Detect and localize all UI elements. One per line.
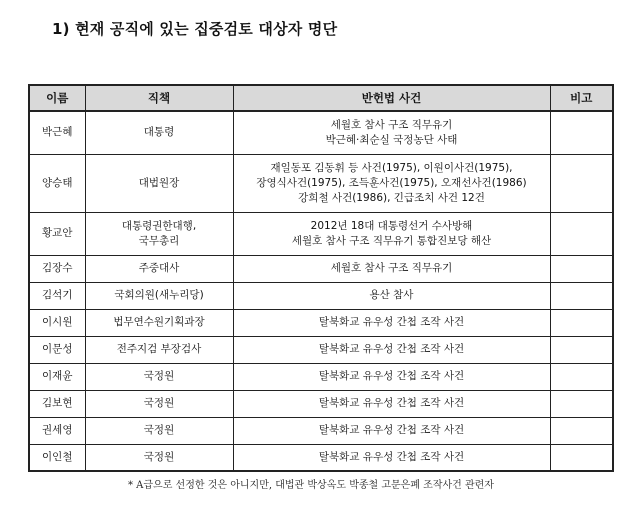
- cell-case: [233, 309, 550, 336]
- cell-name: 권세영: [29, 417, 85, 444]
- cell-note: [550, 212, 613, 255]
- header-case: 반헌법 사건: [233, 85, 550, 111]
- cell-name: 박근혜: [29, 111, 85, 154]
- table-row: [29, 417, 613, 444]
- header-position: 직책: [85, 85, 233, 111]
- cell-case: [233, 255, 550, 282]
- position-line: 국정원: [143, 397, 175, 409]
- case-line: 탈북화교 유우성 간첩 조작 사건: [318, 370, 465, 382]
- case-line: 재일동포 김동휘 등 사건(1975), 이원이사건(1975),: [270, 161, 513, 174]
- position-line: 법무연수원기획과장: [113, 316, 205, 328]
- position-line: 국무총리: [138, 234, 180, 247]
- cell-position: [85, 390, 233, 417]
- cell-position: [85, 363, 233, 390]
- case-line: 탈북화교 유우성 간첩 조작 사건: [318, 424, 465, 436]
- case-line: 세월호 참사 구조 직무유기: [330, 118, 453, 131]
- cell-name: 이시원: [29, 309, 85, 336]
- position-line: 국정원: [143, 450, 175, 463]
- case-line: 강희철 사건(1986), 긴급조치 사건 12건: [298, 191, 485, 204]
- cell-note: [550, 154, 613, 212]
- cell-position: [85, 154, 233, 212]
- case-line: 용산 참사: [369, 289, 414, 301]
- case-line: 탈북화교 유우성 간첩 조작 사건: [318, 343, 465, 355]
- cell-case: [233, 444, 550, 471]
- position-line: 국정원: [143, 370, 175, 382]
- cell-case: [233, 390, 550, 417]
- cell-note: [550, 282, 613, 309]
- cell-case: [233, 154, 550, 212]
- header-note: 비고: [550, 85, 613, 111]
- cell-case: [233, 417, 550, 444]
- target-list-table: [28, 84, 614, 472]
- cell-case: [233, 282, 550, 309]
- cell-name: 김장수: [29, 255, 85, 282]
- cell-note: [550, 255, 613, 282]
- case-line: 세월호 참사 구조 직무유기 통합진보당 해산: [291, 234, 492, 247]
- case-line: 탈북화교 유우성 간첩 조작 사건: [318, 450, 465, 463]
- position-line: 국회의원(새누리당): [114, 289, 204, 301]
- cell-position: [85, 255, 233, 282]
- table-row: [29, 255, 613, 282]
- table-row: [29, 336, 613, 363]
- case-line: 세월호 참사 구조 직무유기: [330, 262, 453, 274]
- cell-position: [85, 336, 233, 363]
- cell-note: [550, 336, 613, 363]
- case-line: 2012년 18대 대통령선거 수사방해: [310, 219, 473, 232]
- position-line: 대통령: [143, 126, 175, 139]
- case-line: 박근혜·최순실 국정농단 사태: [325, 133, 458, 146]
- table-header-row: [29, 85, 613, 111]
- cell-case: [233, 336, 550, 363]
- position-line: 대법원장: [138, 176, 180, 189]
- section-heading: 1) 현재 공직에 있는 집중검토 대상자 명단: [52, 20, 338, 38]
- cell-name: 이문성: [29, 336, 85, 363]
- header-name: 이름: [29, 85, 85, 111]
- cell-name: 황교안: [29, 212, 85, 255]
- cell-position: [85, 309, 233, 336]
- case-line: 탈북화교 유우성 간첩 조작 사건: [318, 316, 465, 328]
- cell-case: [233, 111, 550, 154]
- cell-note: [550, 444, 613, 471]
- footnote: * A급으로 선정한 것은 아니지만, 대법관 박상옥도 박종철 고문은폐 조작사건 관련자: [128, 480, 494, 491]
- cell-name: 이인철: [29, 444, 85, 471]
- table-row: [29, 111, 613, 154]
- table-row: [29, 282, 613, 309]
- position-line: 전주지검 부장검사: [116, 343, 202, 355]
- position-line: 대통령권한대행,: [121, 219, 197, 232]
- table-row: [29, 309, 613, 336]
- position-line: 주중대사: [138, 262, 180, 274]
- cell-name: 김보현: [29, 390, 85, 417]
- cell-case: [233, 212, 550, 255]
- cell-position: [85, 212, 233, 255]
- table-row: [29, 154, 613, 212]
- table-body: [29, 111, 613, 471]
- cell-name: 김석기: [29, 282, 85, 309]
- cell-note: [550, 390, 613, 417]
- table-row: [29, 444, 613, 471]
- table-row: [29, 212, 613, 255]
- cell-name: 양승태: [29, 154, 85, 212]
- cell-note: [550, 111, 613, 154]
- cell-position: [85, 444, 233, 471]
- cell-position: [85, 417, 233, 444]
- cell-note: [550, 363, 613, 390]
- table-row: [29, 390, 613, 417]
- case-line: 장영식사건(1975), 조득훈사건(1975), 오재선사건(1986): [256, 176, 527, 189]
- cell-case: [233, 363, 550, 390]
- cell-position: [85, 111, 233, 154]
- cell-note: [550, 309, 613, 336]
- cell-name: 이재윤: [29, 363, 85, 390]
- case-line: 탈북화교 유우성 간첩 조작 사건: [318, 397, 465, 409]
- position-line: 국정원: [143, 424, 175, 436]
- table-row: [29, 363, 613, 390]
- cell-position: [85, 282, 233, 309]
- cell-note: [550, 417, 613, 444]
